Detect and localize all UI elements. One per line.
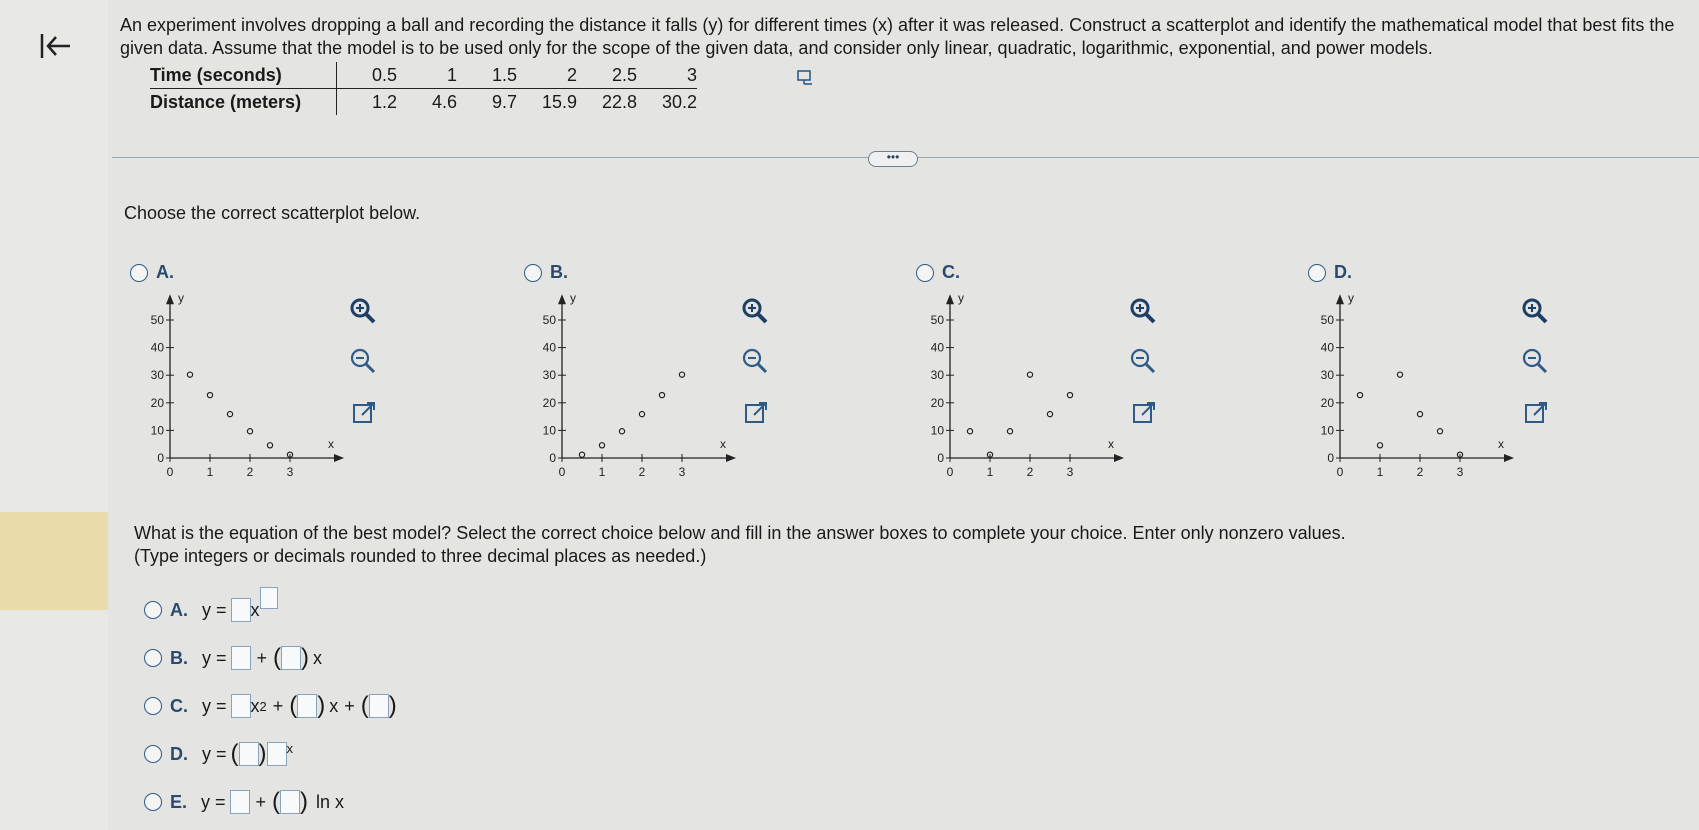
data-point [1397,372,1402,377]
data-point [639,412,644,417]
table-cell: 9.7 [491,91,517,112]
x-tick-label: 0 [558,465,566,479]
x-axis-arrow [726,454,736,462]
paren-open: ( [289,692,298,719]
answer-option-e[interactable] [144,790,344,814]
x-axis-arrow [1504,454,1514,462]
squared-exponent: 2 [259,698,267,714]
y-tick-label: 20 [1320,395,1334,410]
row-label-distance: Distance (meters) [150,89,337,116]
x-tick-label: 2 [638,465,646,479]
y-tick-label: 0 [549,451,556,465]
x-axis-label: x [720,437,726,451]
table-cell: 3 [637,62,697,89]
y-tick-label: 30 [930,368,944,383]
scatterplot-a [130,290,350,490]
option-label: D. [1334,262,1352,282]
intercept-input[interactable] [230,790,250,814]
y-tick-label: 50 [150,313,164,327]
x-tick-label: 0 [166,465,174,479]
paren-open: ( [272,788,281,815]
zoom-in-icon[interactable] [348,296,378,326]
ln-x: ln x [316,791,345,812]
y-axis-label: y [178,291,184,306]
sidebar-highlight [0,512,108,610]
data-point [1067,392,1072,397]
y-tick-label: 10 [542,423,556,438]
option-label: E. [170,791,188,812]
base-input[interactable] [267,742,287,766]
y-tick-label: 50 [542,313,556,327]
open-external-icon[interactable] [1522,398,1552,428]
paren-close: ) [388,692,397,719]
x-tick-label: 2 [246,465,254,479]
data-point [1007,429,1012,434]
x-tick-label: 2 [1416,465,1424,479]
plus-sign: + [255,791,267,812]
radio-button[interactable] [130,264,148,282]
zoom-out-icon[interactable] [740,346,770,376]
y-tick-label: 50 [930,313,944,327]
x-tick-label: 1 [986,465,994,479]
data-point [207,392,212,397]
table-row [150,62,697,89]
y-axis-arrow [166,294,174,304]
option-label: A. [170,599,188,620]
x-squared: x [250,695,260,716]
equation-prefix: y = [201,791,226,812]
data-point [1417,412,1422,417]
x-tick-label: 3 [1456,465,1464,479]
y-tick-label: 50 [1320,313,1334,327]
data-point [599,443,604,448]
y-tick-label: 20 [150,395,164,410]
data-point [619,429,624,434]
y-tick-label: 30 [542,368,556,383]
exponent-input[interactable] [260,587,278,609]
quadratic-coefficient-input[interactable] [231,694,251,718]
table-row [150,89,697,116]
y-tick-label: 40 [150,340,164,355]
y-tick-label: 40 [1320,340,1334,355]
table-cell: 22.8 [601,91,637,112]
scatter-option-b[interactable] [524,262,568,283]
log-coefficient-input[interactable] [280,790,300,814]
option-label: D. [170,743,188,764]
option-label: A. [156,262,174,282]
x-tick-label: 3 [286,465,294,479]
y-axis-label: y [1348,291,1354,306]
y-axis-arrow [1336,294,1344,304]
more-button[interactable]: ••• [868,151,918,167]
problem-statement: An experiment involves dropping a ball and recording the distance it falls (y) for different times (x) after it was released. Construct a scatterplot and identify the mathematical model that best fits the given data. Assume that the model is to be used only for the scope of the given data, and consider only linear, quadratic, logarithmic, exponential, and power models. [120,15,1675,58]
scatter-option-a[interactable] [130,262,174,283]
y-tick-label: 10 [150,423,164,438]
data-point [1047,412,1052,417]
x-variable: x [329,695,339,716]
data-point [967,429,972,434]
zoom-in-icon[interactable] [1520,296,1550,326]
scatter-option-d[interactable] [1308,262,1352,283]
open-external-icon[interactable] [1130,398,1160,428]
copy-table-icon[interactable] [796,68,814,86]
y-tick-label: 20 [930,395,944,410]
answer-option-d[interactable] [144,742,293,766]
collapse-left-icon[interactable] [38,28,74,64]
data-point [227,412,232,417]
table-cell: 2 [517,62,577,89]
paren-open: ( [360,692,369,719]
x-variable: x [250,599,260,620]
x-axis-label: x [328,437,334,451]
scatterplot-d [1300,290,1520,490]
data-point [1377,443,1382,448]
radio-button[interactable] [144,649,162,667]
coefficient-input[interactable] [239,742,259,766]
option-label: B. [170,647,188,668]
scatterplot-b [522,290,742,490]
constant-input[interactable] [369,694,389,718]
y-tick-label: 10 [1320,423,1334,438]
zoom-out-icon[interactable] [1128,346,1158,376]
equation-prefix: y = [202,599,227,620]
y-tick-label: 40 [542,340,556,355]
radio-button[interactable] [144,601,162,619]
radio-button[interactable] [1308,264,1326,282]
y-axis-label: y [958,291,964,306]
data-point [679,372,684,377]
y-tick-label: 40 [930,340,944,355]
x-axis-label: x [1108,437,1114,451]
radio-button[interactable] [144,793,162,811]
answer-option-b[interactable] [144,646,322,670]
plus-sign: + [344,695,355,716]
question-text [134,522,1634,568]
linear-coefficient-input[interactable] [297,694,317,718]
y-tick-label: 10 [930,423,944,438]
option-label: C. [170,695,188,716]
option-label: B. [550,262,568,282]
question-line-1: What is the equation of the best model? Select the correct choice below and fill in the answer boxes to complete your choice. Enter only nonzero values. [134,523,1346,543]
table-cell: 1 [397,62,457,89]
y-tick-label: 20 [542,395,556,410]
y-tick-label: 30 [150,368,164,383]
y-tick-label: 30 [1320,368,1334,383]
table-cell: 4.6 [431,91,457,112]
data-point [247,429,252,434]
data-point [1027,372,1032,377]
y-axis-label: y [570,291,576,306]
open-external-icon[interactable] [742,398,772,428]
x-tick-label: 2 [1026,465,1034,479]
data-point [579,452,584,457]
question-line-2: (Type integers or decimals rounded to three decimal places as needed.) [134,546,707,566]
table-cell: 30.2 [661,91,697,112]
table-cell: 2.5 [577,62,637,89]
x-tick-label: 1 [598,465,606,479]
table-cell: 0.5 [337,62,398,89]
paren-open: ( [230,740,239,767]
x-tick-label: 3 [678,465,686,479]
radio-button[interactable] [144,745,162,763]
paren-close: ) [300,788,309,815]
y-tick-label: 0 [1327,451,1334,465]
x-tick-label: 1 [1376,465,1384,479]
radio-button[interactable] [524,264,542,282]
y-axis-arrow [558,294,566,304]
answer-option-a[interactable] [144,598,278,622]
data-table [150,62,697,115]
equation-prefix: y = [202,743,227,764]
radio-button[interactable] [144,697,162,715]
y-tick-label: 0 [937,451,944,465]
option-label: C. [942,262,960,282]
equation-prefix: y = [202,647,227,668]
x-tick-label: 3 [1066,465,1074,479]
paren-close: ) [301,644,310,671]
zoom-in-icon[interactable] [1128,296,1158,326]
x-axis-arrow [1114,454,1124,462]
x-axis-arrow [334,454,344,462]
plus-sign: + [256,647,268,668]
zoom-out-icon[interactable] [1520,346,1550,376]
paren-close: ) [317,692,326,719]
open-external-icon[interactable] [350,398,380,428]
x-tick-label: 0 [946,465,954,479]
answer-option-c[interactable] [144,694,397,718]
paren-open: ( [273,644,282,671]
data-point [187,372,192,377]
data-point [1437,429,1442,434]
table-cell: 1.2 [371,91,397,112]
data-point [1357,392,1362,397]
x-tick-label: 1 [206,465,214,479]
paren-close: ) [258,740,267,767]
scatterplot-c [910,290,1130,490]
zoom-in-icon[interactable] [740,296,770,326]
data-point [659,392,664,397]
scatter-option-c[interactable] [916,262,960,283]
data-point [267,443,272,448]
y-axis-arrow [946,294,954,304]
zoom-out-icon[interactable] [348,346,378,376]
x-variable: x [313,647,323,668]
plus-sign: + [272,695,284,716]
equation-prefix: y = [202,695,227,716]
slope-input[interactable] [281,646,301,670]
x-exponent: x [286,740,294,756]
row-label-time: Time (seconds) [150,62,337,89]
y-tick-label: 0 [157,451,164,465]
coefficient-input[interactable] [231,598,251,622]
x-axis-label: x [1498,437,1504,451]
intercept-input[interactable] [231,646,251,670]
x-tick-label: 0 [1336,465,1344,479]
table-cell: 1.5 [457,62,517,89]
radio-button[interactable] [916,264,934,282]
left-sidebar [0,0,108,830]
table-cell: 15.9 [541,91,577,112]
scatterplot-prompt: Choose the correct scatterplot below. [124,203,421,223]
